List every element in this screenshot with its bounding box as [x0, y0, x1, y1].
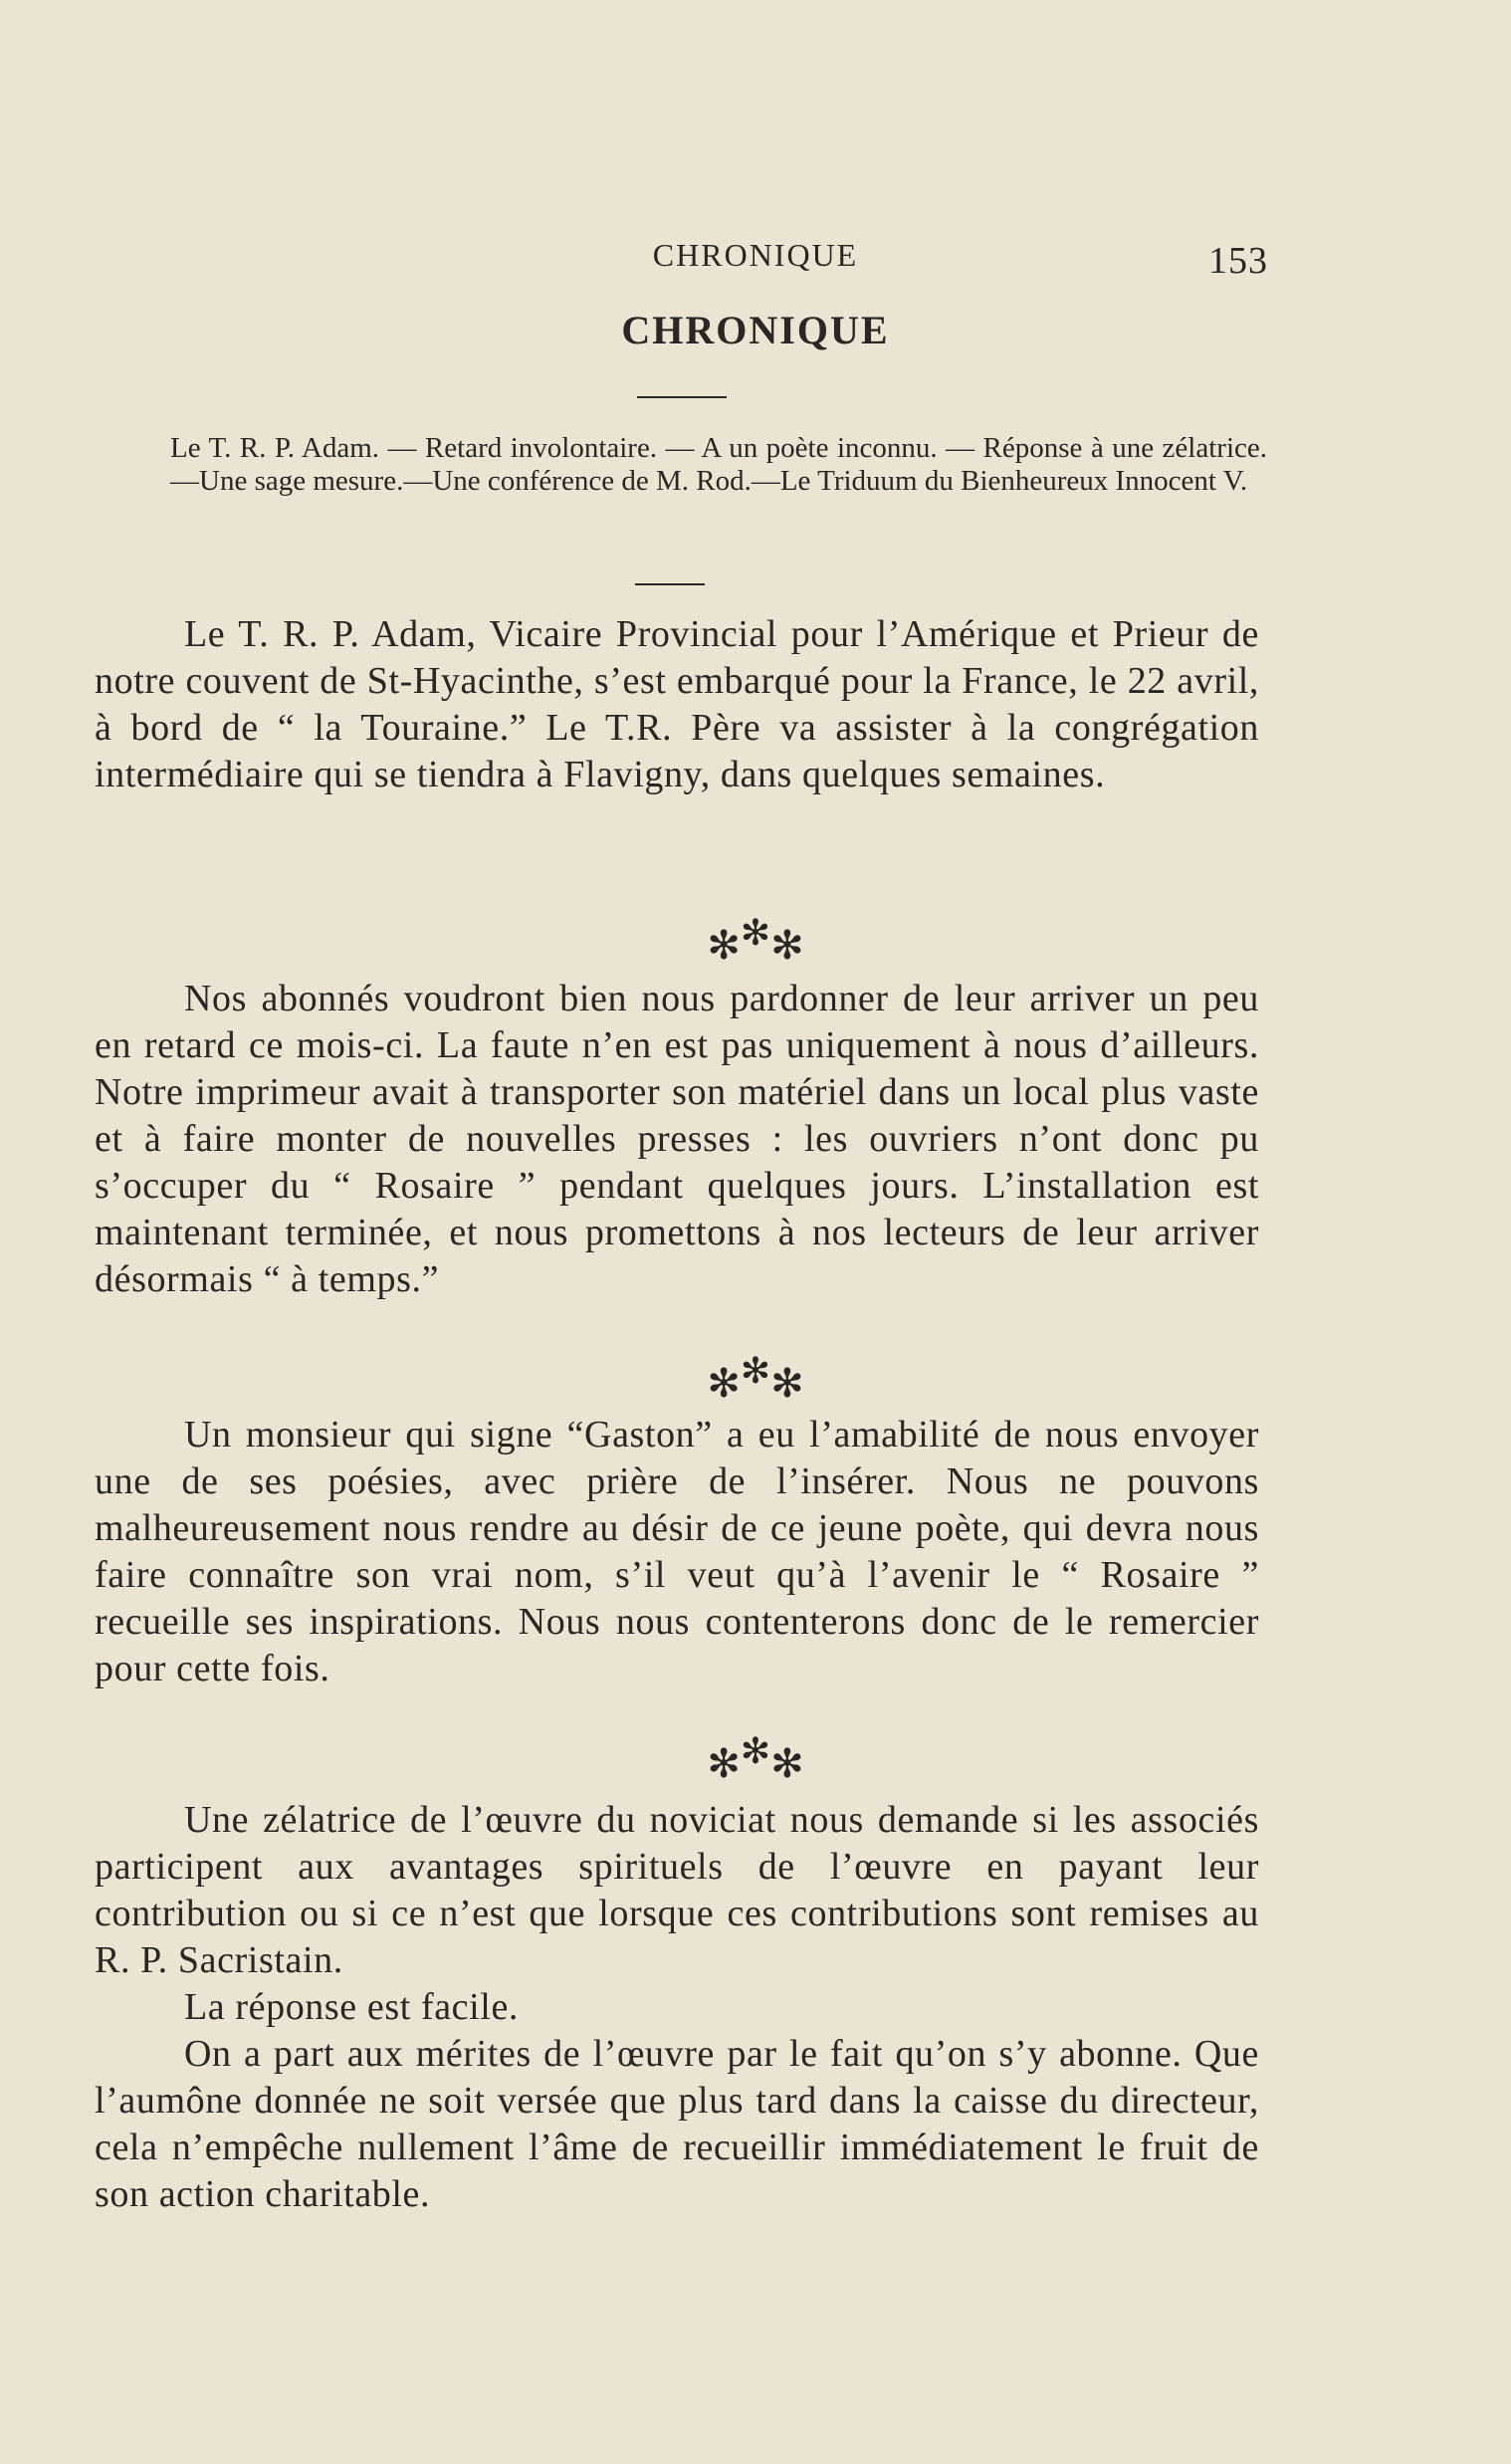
title-rule	[637, 396, 727, 398]
paragraph: Le T. R. P. Adam, Vicaire Provincial pour l’Amérique et Prieur de notre couvent de St-Hyacinthe, s’est embarqué pour la France, le 22 avril, à bord de “ la Touraine.” Le T.R. Père va assister à la congrégation intermédiaire qui se tiendra à Flavigny, dans quelques semaines.	[95, 613, 1259, 795]
paragraph-block-2	[95, 976, 1259, 1303]
paragraph-block-4	[95, 1797, 1259, 2218]
paragraph: La réponse est facile.	[184, 1986, 520, 2028]
running-title: CHRONIQUE	[652, 237, 859, 273]
paragraph: Une zélatrice de l’œuvre du noviciat nous demande si les associés participent aux avantages spirituels de l’œuvre en payant leur contribution ou si ce n’est que lorsque ces contributions sont remises au R. P. Sacristain.	[95, 1799, 1259, 1981]
paragraph: Un monsieur qui signe “Gaston” a eu l’amabilité de nous envoyer une de ses poésies, avec prière de l’insérer. Nous ne pouvons malheureusement nous rendre au désir de ce jeune poète, qui devra nous faire connaître son vrai nom, s’il veut qu’à l’avenir le “ Rosaire ” recueille ses inspirations. Nous nous contenterons donc de le remercier pour cette fois.	[95, 1414, 1259, 1689]
asterism-separator: ✻✻✻	[707, 1351, 804, 1406]
chapter-title: CHRONIQUE	[621, 308, 890, 352]
page-number: 153	[1208, 240, 1268, 282]
summary-text: Le T. R. P. Adam. — Retard involontaire. — A un poète inconnu. — Réponse à une zélatrice.—Une sage mesure.—Une conférence de M. Rod.—Le Triduum du Bienheureux Innocent V.	[170, 432, 1267, 497]
asterism-separator: ✻✻✻	[707, 1731, 804, 1786]
paragraph: On a part aux mérites de l’œuvre par le fait qu’on s’y abonne. Que l’aumône donnée ne soit versée que plus tard dans la caisse du directeur, cela n’empêche nullement l’âme de recueillir immédiatement le fruit de son action charitable.	[95, 2033, 1259, 2215]
summary-rule	[635, 583, 705, 585]
running-head	[0, 237, 1511, 287]
paragraph: Nos abonnés voudront bien nous pardonner de leur arriver un peu en retard ce mois-ci. La faute n’en est pas uniquement à nous d’ailleurs. Notre imprimeur avait à transporter son matériel dans un local plus vaste et à faire monter de nouvelles presses : les ouvriers n’ont donc pu s’occuper du “ Rosaire ” pendant quelques jours. L’installation est maintenant terminée, et nous promettons à nos lecteurs de leur arriver désormais “ à temps.”	[95, 978, 1259, 1300]
paragraph-block-3	[95, 1412, 1259, 1692]
chapter-summary	[103, 432, 1267, 498]
asterism-separator: ✻✻✻	[707, 913, 804, 968]
paragraph-block-1	[95, 611, 1259, 798]
